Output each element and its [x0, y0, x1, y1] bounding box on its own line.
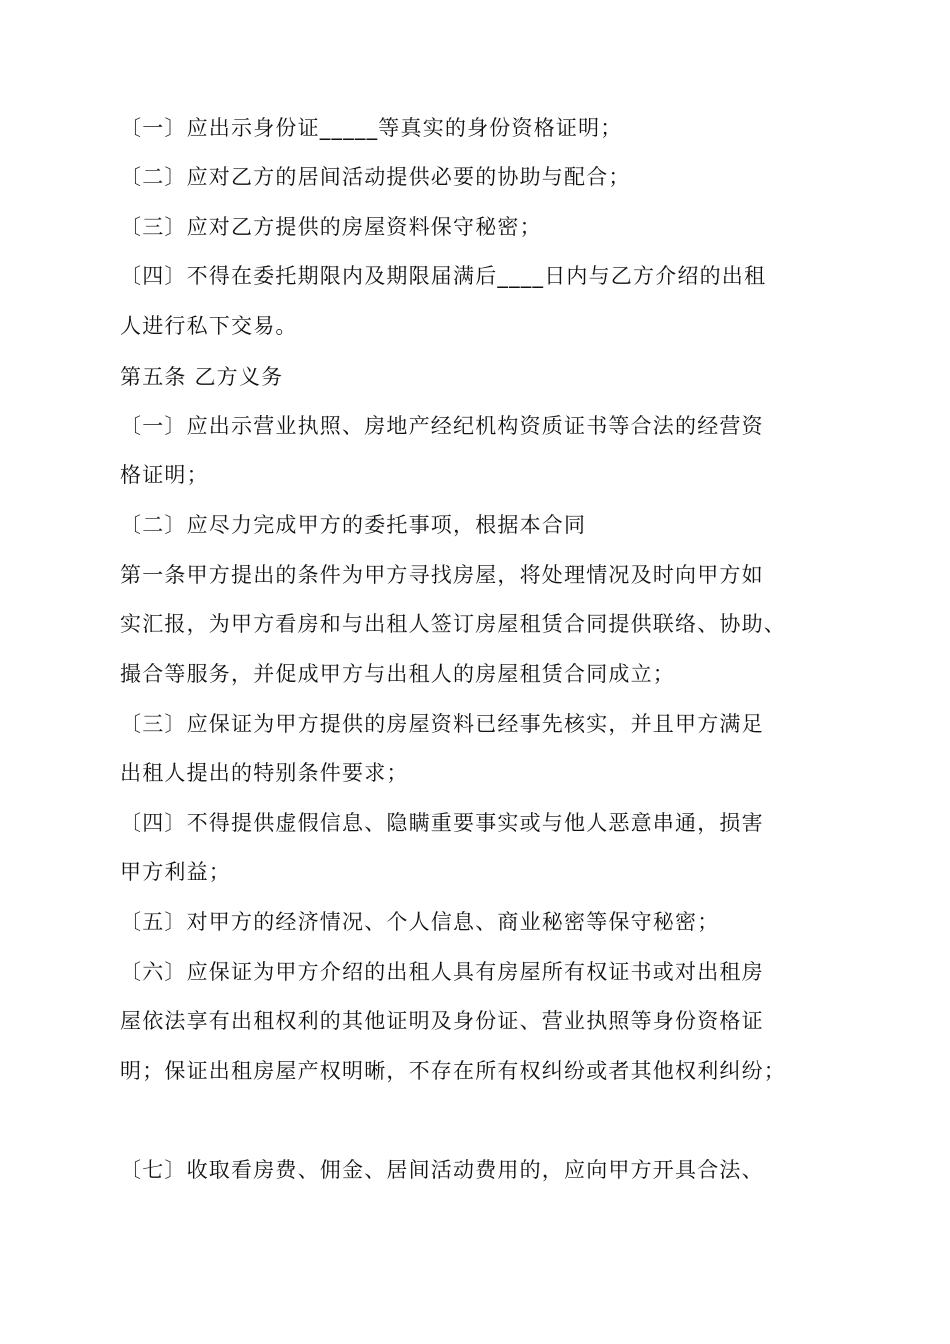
clause-line: 撮合等服务，并促成甲方与出租人的房屋租赁合同成立； — [120, 662, 675, 686]
clause-line: 〔五〕对甲方的经济情况、个人信息、商业秘密等保守秘密； — [120, 910, 720, 934]
clause-line: 〔二〕应尽力完成甲方的委托事项，根据本合同 — [120, 513, 587, 537]
clause-line: 实汇报，为甲方看房和与出租人签订房屋租赁合同提供联络、协助、 — [120, 612, 786, 636]
clause-line: 第一条甲方提出的条件为甲方寻找房屋，将处理情况及时向甲方如 — [120, 563, 764, 587]
clause-line: 〔三〕应对乙方提供的房屋资料保守秘密； — [120, 215, 542, 239]
clause-line: 格证明； — [120, 463, 209, 487]
clause-line: 人进行私下交易。 — [120, 314, 298, 338]
clause-line: 甲方利益； — [120, 860, 231, 884]
clause-line: 明；保证出租房屋产权明晰，不存在所有权纠纷或者其他权利纠纷； — [120, 1059, 786, 1083]
clause-line: 〔七〕收取看房费、佣金、居间活动费用的，应向甲方开具合法、 — [120, 1158, 764, 1182]
section-heading: 第五条 乙方义务 — [120, 365, 284, 389]
clause-line: 〔一〕应出示营业执照、房地产经纪机构资质证书等合法的经营资 — [120, 414, 764, 438]
clause-line: 〔四〕不得在委托期限内及期限届满后____日内与乙方介绍的出租 — [120, 264, 767, 288]
clause-line: 屋依法享有出租权利的其他证明及身份证、营业执照等身份资格证 — [120, 1009, 764, 1033]
clause-line: 〔六〕应保证为甲方介绍的出租人具有房屋所有权证书或对出租房 — [120, 960, 764, 984]
clause-line: 〔一〕应出示身份证_____等真实的身份资格证明； — [120, 116, 623, 140]
clause-line: 出租人提出的特别条件要求； — [120, 761, 409, 785]
clause-line: 〔四〕不得提供虚假信息、隐瞒重要事实或与他人恶意串通，损害 — [120, 811, 764, 835]
clause-line: 〔三〕应保证为甲方提供的房屋资料已经事先核实，并且甲方满足 — [120, 712, 764, 736]
clause-line: 〔二〕应对乙方的居间活动提供必要的协助与配合； — [120, 165, 631, 189]
